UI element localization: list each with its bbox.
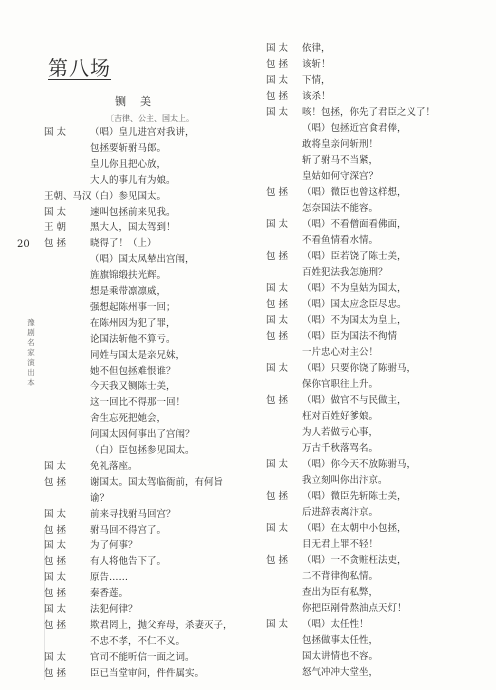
dialogue-text: （唱）皇儿进宫对我讲，	[90, 127, 195, 138]
dialogue-text: 查出为臣有私弊，	[302, 587, 379, 598]
dialogue-line	[0, 232, 496, 249]
dialogue-line	[0, 456, 496, 473]
dialogue-text: 原告……	[90, 572, 129, 584]
dialogue-text: 依律，	[302, 43, 331, 54]
dialogue-text: （唱）你今天不放陈驸马，	[302, 459, 417, 470]
dialogue-text: 包拯做事太任性，	[302, 635, 379, 646]
dialogue-line	[0, 296, 496, 313]
side-book-title: 豫剧名家演出本	[27, 318, 35, 387]
speaker-name: 国 太	[266, 363, 289, 374]
stage-direction: 〔吉律、公主、国太上。	[106, 114, 194, 123]
speaker-name: 包 拯	[266, 91, 289, 102]
dialogue-text: 舍生忘死把她会，	[90, 413, 167, 425]
speaker-name: 包 拯	[44, 524, 67, 536]
dialogue-text: 她不但包拯难恨谁？	[90, 365, 176, 377]
dialogue-text: 这一回比不得那一回！	[90, 397, 186, 409]
dialogue-text: （唱）臣若饶了陈士美，	[302, 251, 407, 262]
speaker-name: 国 太	[44, 127, 67, 138]
dialogue-text: （唱）不为皇姑为国太，	[302, 283, 407, 294]
dialogue-text: 想是乘带凛凛威，	[90, 286, 167, 297]
dialogue-text: 前来寻找驸马回宫？	[90, 508, 176, 520]
dialogue-text: 速叫包拯前来见我。	[90, 206, 176, 218]
dialogue-text: 一片忠心对主公！	[302, 347, 379, 358]
speaker-name: 国 太	[44, 651, 67, 663]
dialogue-line	[0, 88, 496, 105]
dialogue-line	[0, 408, 496, 425]
speaker-name: 国 太	[266, 315, 289, 326]
dialogue-line	[0, 248, 496, 265]
dialogue-text: 谢国太。国太驾临衙前，有何旨	[90, 476, 224, 488]
speaker-name: 国 太	[266, 523, 289, 534]
dialogue-text: 你把臣剐骨熬油点天灯！	[302, 603, 407, 614]
dialogue-line	[0, 520, 496, 537]
dialogue-text: 不忠不孝，不仁不义。	[90, 635, 186, 647]
dialogue-text: 同姓与国太是亲兄妹，	[90, 349, 186, 361]
dialogue-text: 斩了驸马不当紧，	[302, 155, 379, 166]
dialogue-text: 皇儿你且把心放，	[90, 158, 167, 170]
dialogue-text: （唱）微臣也曾这样想，	[302, 187, 407, 198]
dialogue-text: （唱）太任性！	[302, 619, 369, 630]
dialogue-text: 后进辞表离汴京。	[302, 507, 379, 518]
speaker-name: 包 拯	[266, 251, 289, 262]
dialogue-line	[0, 664, 496, 681]
dialogue-text: （唱）一不贪赃枉法吏，	[302, 555, 407, 566]
dialogue-text: （唱）微臣先斩陈士美，	[302, 491, 407, 502]
dialogue-line	[0, 536, 496, 553]
dialogue-line	[0, 504, 496, 521]
dialogue-text: 万古千秋落骂名。	[302, 443, 379, 454]
dialogue-text: 在陈州因为犯了罪，	[90, 317, 176, 329]
dialogue-line	[0, 600, 496, 617]
dialogue-line	[0, 584, 496, 601]
dialogue-text: 二不背律徇私情。	[302, 571, 379, 582]
dialogue-line	[0, 440, 496, 457]
speaker-name: 包 拯	[266, 555, 289, 566]
dialogue-text: 免礼落座。	[90, 460, 138, 472]
speaker-name: 国 太	[44, 540, 67, 552]
dialogue-line	[0, 328, 496, 345]
speaker-name: 国 太	[266, 219, 289, 230]
dialogue-line	[0, 56, 496, 73]
speaker-name: 包 拯	[266, 299, 289, 310]
dialogue-text: 敢将皇亲问斩刑！	[302, 139, 379, 150]
dialogue-line	[0, 312, 496, 329]
speaker-name: 国 太	[266, 619, 289, 630]
dialogue-text: 有人将他告下了。	[90, 556, 167, 568]
dialogue-text: 黑大人，国太驾到！	[90, 222, 176, 234]
dialogue-line	[0, 264, 496, 281]
dialogue-text: 咳！包拯，你先了君臣之义了！	[302, 107, 436, 118]
dialogue-line	[0, 152, 496, 169]
speaker-name: 包 拯	[44, 476, 67, 488]
dialogue-line	[0, 472, 496, 489]
dialogue-text: （白）臣包拯参见国太。	[90, 445, 195, 456]
dialogue-line	[0, 360, 496, 377]
dialogue-line	[0, 168, 496, 185]
dialogue-text: （唱）只要你饶了陈驸马，	[302, 363, 417, 374]
dialogue-line	[0, 616, 496, 633]
dialogue-text: 官司不能听信一面之词。	[90, 651, 195, 663]
dialogue-text: 下情，	[302, 75, 331, 86]
dialogue-text: （唱）在太朝中小包拯，	[302, 523, 407, 534]
dialogue-line	[0, 120, 496, 137]
speaker-name: 国 太	[44, 572, 67, 584]
dialogue-text: 强想起陈州事一回；	[90, 301, 176, 313]
speaker-name: 国 太	[266, 283, 289, 294]
dialogue-text: （唱）包拯近宫食君俸，	[302, 123, 407, 134]
dialogue-text: （唱）不为国太为皇上，	[302, 315, 407, 326]
dialogue-text: 为人若做亏心事，	[302, 427, 379, 438]
dialogue-line	[0, 184, 496, 201]
dialogue-text: 百姓犯法我怎施刑？	[302, 267, 388, 278]
dialogue-line	[0, 552, 496, 569]
speaker-name: 包 拯	[266, 491, 289, 502]
speaker-name: 国 太	[266, 107, 289, 118]
dialogue-text: （唱）国太凤辇出宫闱，	[90, 254, 195, 266]
speaker-name: 国 太	[266, 75, 289, 86]
dialogue-text: 秦香莲。	[90, 588, 129, 600]
dialogue-text: 臣已当堂审问，件件属实。	[90, 667, 205, 679]
speaker-name: 王 朝	[44, 222, 67, 234]
dialogue-text: 保你官职往上升。	[302, 379, 379, 390]
speaker-name: 国 太	[266, 43, 289, 54]
dialogue-text: 旌旗锦缎扶光辉。	[90, 270, 167, 282]
dialogue-text: 该斩！	[302, 59, 331, 70]
dialogue-text: 谕？	[90, 492, 110, 504]
dialogue-line	[0, 104, 496, 121]
speaker-name: 国 太	[266, 459, 289, 470]
dialogue-line	[0, 632, 496, 649]
dialogue-text: 今天我又铡陈士美，	[90, 381, 176, 393]
speaker-name: 包 拯	[266, 331, 289, 342]
speaker-name: 国 太	[44, 508, 67, 520]
dialogue-line	[0, 200, 496, 217]
dialogue-text: 驸马回不得宫了。	[90, 524, 167, 536]
dialogue-text: （唱）臣为国法不徇情	[302, 331, 398, 342]
dialogue-text: （唱）做官不与民做主，	[302, 395, 407, 406]
dialogue-line	[0, 280, 496, 297]
speaker-name: 包 拯	[266, 187, 289, 198]
dialogue-line	[0, 488, 496, 505]
speaker-name: 包 拯	[44, 619, 67, 631]
dialogue-text: （白）参见国太。	[90, 190, 167, 202]
scene-title: 第八场	[48, 56, 111, 80]
dialogue-text: 包拯要斩驸马郎。	[90, 142, 167, 154]
dialogue-text: 皇姑如何守深宫？	[302, 171, 379, 182]
dialogue-line	[0, 72, 496, 89]
dialogue-text: 目无君上罪不轻！	[302, 539, 379, 550]
dialogue-text: 怒气冲冲大堂坐，	[302, 667, 379, 678]
dialogue-line	[0, 136, 496, 153]
page-number: 20	[17, 239, 30, 250]
dialogue-text: 欺君罔上，抛父弃母，杀妻灭子，	[90, 619, 233, 631]
dialogue-line	[0, 648, 496, 665]
dialogue-text: 枉对百姓好爹娘。	[302, 411, 379, 422]
dialogue-line	[0, 568, 496, 585]
speaker-name: 王朝、马汉	[44, 190, 92, 202]
speaker-name: 国 太	[44, 460, 67, 472]
speaker-name: 包 拯	[44, 556, 67, 568]
speaker-name: 包 拯	[44, 238, 67, 250]
dialogue-text: 我立刻叫你出汴京。	[302, 475, 388, 486]
speaker-name: 包 拯	[44, 588, 67, 600]
dialogue-line	[0, 344, 496, 361]
dialogue-line	[0, 216, 496, 233]
speaker-name: 包 拯	[266, 395, 289, 406]
speaker-name: 国 太	[44, 206, 67, 218]
dialogue-text: 不看鱼情看水情。	[302, 235, 379, 246]
dialogue-text: 问国太因何事出了宫闱？	[90, 429, 195, 441]
dialogue-text: 法犯何律？	[90, 604, 138, 615]
speaker-name: 包 拯	[266, 59, 289, 70]
scene-subtitle: 铡美	[115, 95, 165, 108]
dialogue-text: 晓得了！（上）	[90, 238, 157, 250]
dialogue-text: （唱）不看僧面看佛面，	[302, 219, 407, 230]
dialogue-text: 为了何事？	[90, 540, 138, 552]
dialogue-text: 论国法斩他不算亏。	[90, 333, 176, 345]
dialogue-text: 该杀！	[302, 91, 331, 102]
dialogue-text: 大人的事儿有为娘。	[90, 174, 176, 186]
dialogue-text: 国太讲情也不容。	[302, 651, 379, 662]
dialogue-line	[0, 376, 496, 393]
speaker-name: 包 拯	[44, 667, 67, 679]
dialogue-line	[0, 424, 496, 441]
dialogue-line	[0, 40, 496, 57]
dialogue-text: （唱）国太应念臣尽忠。	[302, 299, 407, 310]
dialogue-text: 怎奈国法不能容。	[302, 203, 379, 214]
dialogue-line	[0, 392, 496, 409]
speaker-name: 国 太	[44, 604, 67, 615]
